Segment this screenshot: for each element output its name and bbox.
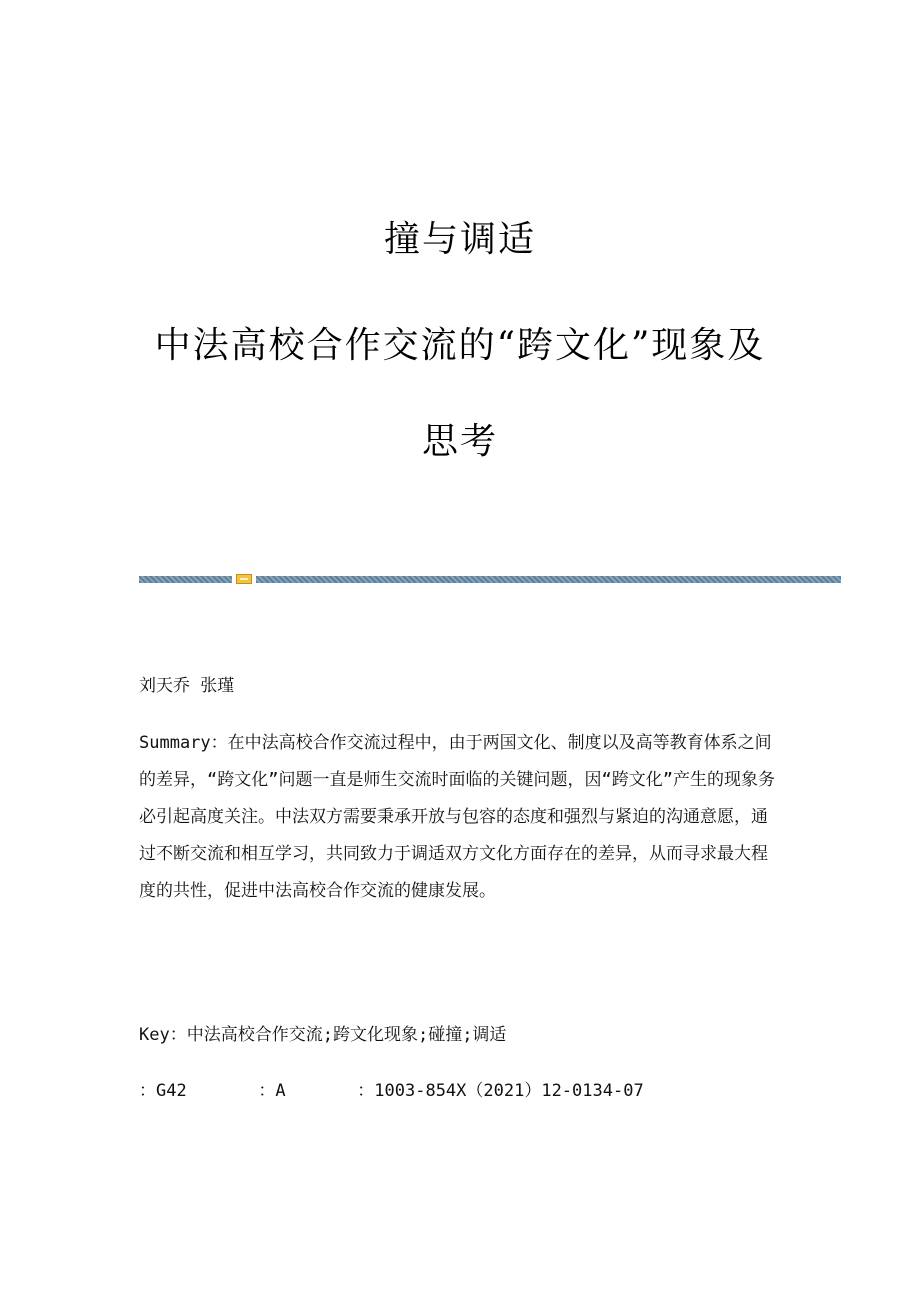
keywords-line	[139, 1023, 779, 1047]
classification-line	[139, 1079, 779, 1103]
document-code: ：A	[258, 1081, 286, 1101]
summary-paragraph	[139, 725, 779, 910]
decorative-divider	[139, 574, 841, 584]
authors: 刘天乔 张瑾	[139, 676, 235, 696]
divider-bar-right	[256, 576, 841, 583]
summary-text: 在中法高校合作交流过程中，由于两国文化、制度以及高等教育体系之间的差异，“跨文化”问题一直是师生交流时面临的关键问题，因“跨文化”产生的现象务必引起高度关注。中法双方需要秉承开放与包容的态度和强烈与紧迫的沟通意愿，通过不断交流和相互学习，共同致力于调适双方文化方面存在的差异，从而寻求最大程度的共性，促进中法高校合作交流的健康发展。	[139, 733, 775, 901]
divider-ornament-icon	[236, 574, 252, 584]
clc-number: ：G42	[139, 1081, 187, 1101]
title-line-2: 中法高校合作交流的“跨文化”现象及	[154, 325, 766, 366]
keywords-text: 中法高校合作交流;跨文化现象;碰撞;调适	[186, 1025, 507, 1045]
summary-label: Summary：	[139, 733, 228, 753]
title-line-3: 思考	[421, 421, 498, 462]
keywords-label: Key：	[139, 1025, 187, 1045]
divider-bar-left	[139, 576, 232, 583]
title-line-1: 撞与调适	[383, 219, 536, 260]
article-id: ：1003-854X（2021）12-0134-07	[357, 1081, 644, 1101]
